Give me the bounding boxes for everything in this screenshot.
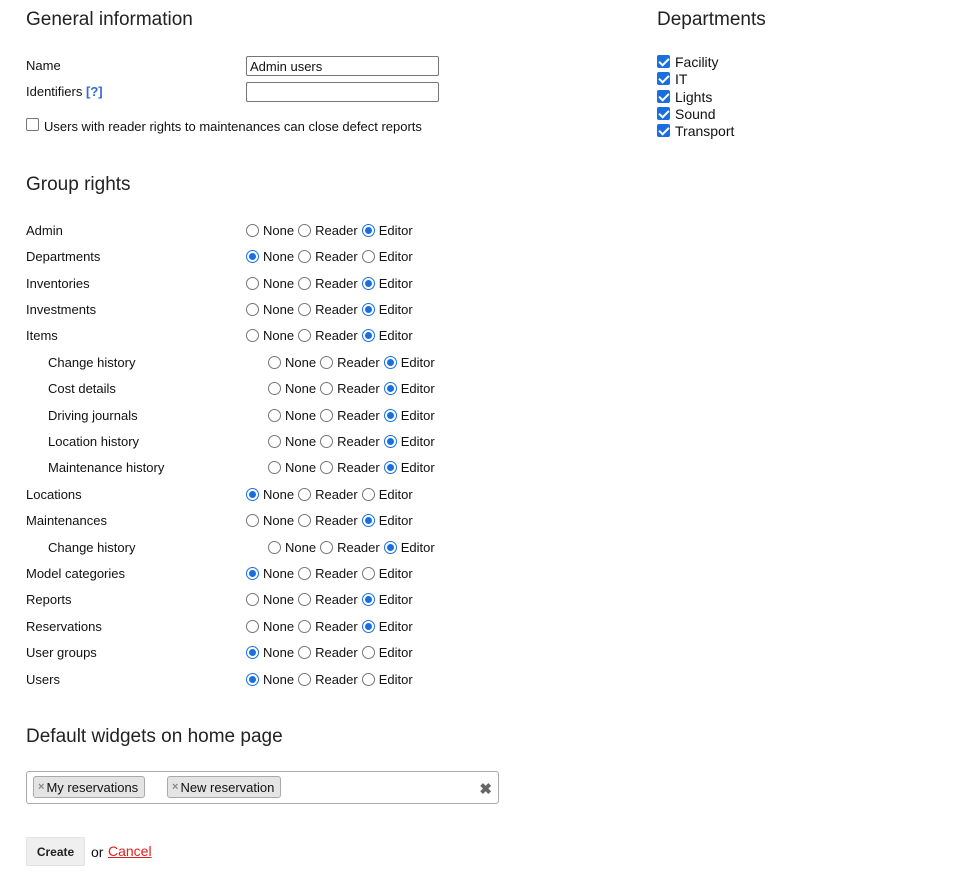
rights-option-label: Reader	[315, 671, 358, 687]
rights-radio-editor[interactable]	[362, 250, 375, 263]
rights-row-label: Investments	[26, 302, 97, 317]
rights-radio-none[interactable]	[246, 514, 259, 527]
rights-option-editor	[362, 487, 417, 502]
rights-option-label: None	[263, 512, 295, 528]
rights-radio-editor[interactable]	[384, 541, 397, 554]
rights-radio-editor[interactable]	[384, 435, 397, 448]
rights-radio-group	[246, 617, 417, 635]
rights-option-none	[246, 672, 298, 687]
rights-option-label: Reader	[337, 459, 380, 475]
rights-option-label: Reader	[315, 512, 358, 528]
rights-option-none	[268, 408, 320, 423]
rights-radio-reader[interactable]	[298, 329, 311, 342]
rights-option-none	[246, 223, 298, 238]
rights-option-editor	[384, 434, 439, 449]
rights-option-none	[268, 355, 320, 370]
rights-radio-editor[interactable]	[362, 329, 375, 342]
rights-option-label: Editor	[400, 380, 435, 396]
rights-radio-none[interactable]	[246, 250, 259, 263]
rights-option-none	[268, 540, 320, 555]
rights-option-label: None	[263, 301, 295, 317]
rights-option-editor	[384, 381, 439, 396]
rights-radio-group	[268, 353, 439, 371]
rights-option-label: Editor	[378, 565, 413, 581]
rights-row-label: Reports	[26, 592, 72, 607]
rights-option-reader	[298, 645, 362, 660]
rights-option-label: Editor	[378, 222, 413, 238]
rights-radio-group	[246, 564, 417, 582]
rights-radio-group	[268, 458, 439, 476]
rights-radio-editor[interactable]	[362, 277, 375, 290]
rights-option-none	[246, 645, 298, 660]
rights-option-none	[246, 619, 298, 634]
rights-radio-none[interactable]	[268, 435, 281, 448]
rights-radio-reader[interactable]	[320, 461, 333, 474]
rights-option-label: Reader	[315, 301, 358, 317]
rights-option-label: Editor	[400, 407, 435, 423]
rights-option-editor	[362, 566, 417, 581]
rights-row-investments	[26, 300, 446, 318]
rights-radio-none[interactable]	[268, 409, 281, 422]
rights-radio-editor[interactable]	[362, 567, 375, 580]
rights-option-editor	[384, 355, 439, 370]
rights-option-editor	[362, 276, 417, 291]
rights-option-reader	[298, 276, 362, 291]
rights-row-label: Locations	[26, 487, 82, 502]
close-defects-checkbox[interactable]	[26, 118, 39, 131]
rights-option-label: Reader	[315, 618, 358, 634]
rights-radio-reader[interactable]	[320, 382, 333, 395]
rights-option-none	[246, 328, 298, 343]
rights-radio-none[interactable]	[246, 567, 259, 580]
widgets-select[interactable]	[26, 771, 499, 804]
rights-radio-reader[interactable]	[298, 593, 311, 606]
rights-option-reader	[298, 223, 362, 238]
rights-option-editor	[362, 328, 417, 343]
close-defects-label: Users with reader rights to maintenances can close defect reports	[44, 119, 422, 134]
rights-option-label: None	[263, 275, 295, 291]
rights-option-label: Reader	[315, 222, 358, 238]
rights-option-label: Editor	[378, 248, 413, 264]
rights-option-label: Editor	[378, 327, 413, 343]
rights-radio-group	[268, 432, 439, 450]
rights-radio-group	[246, 643, 417, 661]
rights-option-label: Reader	[315, 565, 358, 581]
rights-option-label: None	[263, 618, 295, 634]
rights-row-user-groups	[26, 643, 446, 661]
rights-option-editor	[362, 513, 417, 528]
rights-option-reader	[298, 672, 362, 687]
rights-row-maintenance-history	[48, 458, 468, 476]
chip-label: My reservations	[46, 779, 139, 795]
rights-radio-group	[246, 247, 417, 265]
rights-option-none	[246, 249, 298, 264]
rights-radio-editor[interactable]	[384, 356, 397, 369]
rights-radio-editor[interactable]	[362, 673, 375, 686]
rights-radio-reader[interactable]	[298, 567, 311, 580]
rights-radio-none[interactable]	[268, 356, 281, 369]
rights-option-reader	[298, 566, 362, 581]
rights-option-editor	[384, 408, 439, 423]
rights-option-label: Reader	[315, 486, 358, 502]
group-rights-title: Group rights	[26, 174, 131, 195]
rights-radio-editor[interactable]	[362, 303, 375, 316]
rights-row-label: Maintenance history	[48, 460, 165, 475]
rights-option-label: None	[263, 565, 295, 581]
chip-remove-icon[interactable]: ×	[172, 781, 179, 793]
identifiers-label	[26, 84, 103, 99]
rights-option-label: Reader	[337, 380, 380, 396]
rights-radio-none[interactable]	[246, 593, 259, 606]
rights-radio-reader[interactable]	[298, 303, 311, 316]
rights-radio-group	[246, 485, 417, 503]
rights-option-none	[268, 460, 320, 475]
rights-row-label: Cost details	[48, 381, 116, 396]
rights-row-maintenances	[26, 511, 446, 529]
cancel-link[interactable]: Cancel	[108, 843, 152, 859]
department-checkbox-transport[interactable]	[657, 124, 670, 137]
rights-row-change-history	[48, 353, 468, 371]
rights-radio-group	[246, 511, 417, 529]
rights-option-label: Editor	[400, 433, 435, 449]
rights-option-reader	[298, 513, 362, 528]
rights-option-label: Editor	[378, 275, 413, 291]
rights-option-reader	[320, 355, 384, 370]
rights-option-none	[246, 566, 298, 581]
rights-option-reader	[298, 328, 362, 343]
rights-option-editor	[362, 619, 417, 634]
widget-chip-new-reservation	[167, 776, 281, 798]
rights-radio-none[interactable]	[246, 620, 259, 633]
department-label: Facility	[675, 54, 719, 70]
rights-row-change-history	[48, 538, 468, 556]
rights-radio-reader[interactable]	[298, 250, 311, 263]
rights-row-admin	[26, 221, 446, 239]
rights-row-inventories	[26, 274, 446, 292]
department-checkbox-lights[interactable]	[657, 90, 670, 103]
department-checkbox-facility[interactable]	[657, 55, 670, 68]
department-label: Sound	[675, 105, 716, 122]
rights-option-reader	[320, 540, 384, 555]
widget-chip-my-reservations	[33, 776, 145, 798]
rights-radio-none[interactable]	[268, 541, 281, 554]
rights-option-label: None	[263, 486, 295, 502]
rights-row-label: Location history	[48, 434, 140, 449]
rights-option-label: Editor	[378, 671, 413, 687]
rights-option-label: None	[263, 222, 295, 238]
rights-radio-reader[interactable]	[298, 488, 311, 501]
or-text: or	[91, 844, 104, 860]
rights-option-label: Reader	[315, 248, 358, 264]
rights-row-label: Change history	[48, 540, 136, 555]
create-button[interactable]: Create	[26, 837, 85, 866]
rights-option-label: Reader	[315, 591, 358, 607]
rights-option-reader	[320, 434, 384, 449]
rights-radio-none[interactable]	[246, 277, 259, 290]
rights-option-reader	[320, 408, 384, 423]
rights-row-driving-journals	[48, 406, 468, 424]
rights-option-editor	[362, 645, 417, 660]
rights-radio-none[interactable]	[246, 488, 259, 501]
rights-row-location-history	[48, 432, 468, 450]
rights-option-reader	[298, 619, 362, 634]
rights-option-label: Editor	[378, 644, 413, 660]
widgets-title: Default widgets on home page	[26, 726, 283, 747]
rights-radio-reader[interactable]	[298, 224, 311, 237]
rights-option-label: None	[263, 644, 295, 660]
rights-option-reader	[320, 381, 384, 396]
rights-radio-editor[interactable]	[362, 224, 375, 237]
rights-radio-reader[interactable]	[320, 409, 333, 422]
rights-option-label: None	[285, 354, 317, 370]
rights-radio-editor[interactable]	[384, 382, 397, 395]
rights-option-label: None	[263, 327, 295, 343]
rights-option-editor	[384, 540, 439, 555]
rights-radio-editor[interactable]	[362, 488, 375, 501]
rights-radio-group	[246, 300, 417, 318]
rights-option-label: Editor	[400, 459, 435, 475]
rights-radio-reader[interactable]	[298, 277, 311, 290]
rights-radio-reader[interactable]	[320, 356, 333, 369]
rights-row-label: User groups	[26, 645, 97, 660]
rights-row-label: Maintenances	[26, 513, 107, 528]
rights-option-reader	[298, 249, 362, 264]
departments-title: Departments	[657, 9, 766, 30]
rights-radio-group	[246, 274, 417, 292]
rights-row-label: Reservations	[26, 619, 102, 634]
rights-option-reader	[320, 460, 384, 475]
rights-option-editor	[362, 672, 417, 687]
rights-radio-editor[interactable]	[384, 409, 397, 422]
rights-row-reports	[26, 590, 446, 608]
rights-option-label: Editor	[378, 512, 413, 528]
rights-option-label: None	[263, 248, 295, 264]
rights-option-editor	[362, 223, 417, 238]
rights-row-model-categories	[26, 564, 446, 582]
rights-option-none	[246, 276, 298, 291]
rights-option-label: None	[285, 407, 317, 423]
rights-option-label: Editor	[400, 354, 435, 370]
rights-option-label: Editor	[378, 486, 413, 502]
rights-option-reader	[298, 487, 362, 502]
rights-row-departments	[26, 247, 446, 265]
rights-option-label: Reader	[315, 644, 358, 660]
rights-radio-none[interactable]	[246, 329, 259, 342]
department-label: IT	[675, 71, 688, 88]
name-input[interactable]	[246, 56, 439, 76]
rights-option-label: None	[263, 591, 295, 607]
rights-option-editor	[362, 592, 417, 607]
rights-option-label: Reader	[315, 327, 358, 343]
rights-option-reader	[298, 302, 362, 317]
rights-radio-none[interactable]	[246, 224, 259, 237]
rights-row-label: Items	[26, 328, 58, 343]
rights-option-label: Editor	[378, 301, 413, 317]
rights-radio-group	[246, 590, 417, 608]
rights-option-none	[268, 381, 320, 396]
rights-option-label: None	[263, 671, 295, 687]
rights-option-label: None	[285, 380, 317, 396]
rights-radio-editor[interactable]	[362, 620, 375, 633]
rights-row-label: Users	[26, 672, 60, 687]
rights-option-label: Reader	[315, 275, 358, 291]
rights-radio-group	[268, 538, 439, 556]
rights-option-reader	[298, 592, 362, 607]
rights-radio-none[interactable]	[246, 673, 259, 686]
identifiers-label-text: Identifiers	[26, 84, 83, 99]
rights-row-label: Departments	[26, 249, 101, 264]
chip-remove-icon[interactable]: ×	[38, 781, 45, 793]
rights-radio-editor[interactable]	[362, 514, 375, 527]
rights-option-label: Reader	[337, 407, 380, 423]
rights-radio-editor[interactable]	[384, 461, 397, 474]
rights-row-reservations	[26, 617, 446, 635]
rights-radio-group	[246, 326, 417, 344]
clear-all-icon[interactable]: ✖	[479, 781, 492, 798]
rights-option-none	[246, 302, 298, 317]
rights-radio-none[interactable]	[268, 382, 281, 395]
rights-option-none	[246, 487, 298, 502]
rights-radio-none[interactable]	[246, 646, 259, 659]
rights-radio-group	[268, 379, 439, 397]
rights-option-label: Editor	[378, 618, 413, 634]
rights-option-label: None	[285, 539, 317, 555]
rights-row-locations	[26, 485, 446, 503]
identifiers-help-link[interactable]: [?]	[86, 84, 103, 99]
rights-radio-reader[interactable]	[298, 673, 311, 686]
rights-radio-reader[interactable]	[320, 435, 333, 448]
rights-row-items	[26, 326, 446, 344]
chip-label: New reservation	[180, 779, 275, 795]
rights-radio-none[interactable]	[268, 461, 281, 474]
rights-option-label: Reader	[337, 433, 380, 449]
rights-radio-none[interactable]	[246, 303, 259, 316]
rights-radio-reader[interactable]	[298, 620, 311, 633]
rights-option-none	[246, 513, 298, 528]
department-checkbox-sound[interactable]	[657, 107, 670, 120]
rights-radio-group	[246, 221, 417, 239]
rights-radio-reader[interactable]	[320, 541, 333, 554]
name-label: Name	[26, 58, 61, 73]
rights-option-none	[268, 434, 320, 449]
rights-option-label: None	[285, 433, 317, 449]
rights-radio-reader[interactable]	[298, 514, 311, 527]
rights-option-label: Reader	[337, 354, 380, 370]
department-label: Lights	[675, 88, 713, 105]
rights-option-label: Editor	[400, 539, 435, 555]
rights-option-editor	[362, 249, 417, 264]
rights-row-cost-details	[48, 379, 468, 397]
rights-radio-editor[interactable]	[362, 593, 375, 606]
rights-row-label: Admin	[26, 223, 63, 238]
rights-option-label: None	[285, 459, 317, 475]
rights-radio-group	[246, 670, 417, 688]
rights-row-label: Change history	[48, 355, 136, 370]
rights-radio-group	[268, 406, 439, 424]
rights-row-label: Model categories	[26, 566, 125, 581]
rights-row-users	[26, 670, 446, 688]
rights-option-none	[246, 592, 298, 607]
rights-option-label: Editor	[378, 591, 413, 607]
rights-radio-reader[interactable]	[298, 646, 311, 659]
rights-option-editor	[362, 302, 417, 317]
identifiers-input[interactable]	[246, 82, 439, 102]
rights-option-editor	[384, 460, 439, 475]
department-checkbox-it[interactable]	[657, 72, 670, 85]
rights-row-label: Driving journals	[48, 408, 138, 423]
department-label: Transport	[675, 123, 735, 140]
rights-option-label: Reader	[337, 539, 380, 555]
general-info-title: General information	[26, 9, 193, 30]
rights-row-label: Inventories	[26, 276, 90, 291]
rights-radio-editor[interactable]	[362, 646, 375, 659]
